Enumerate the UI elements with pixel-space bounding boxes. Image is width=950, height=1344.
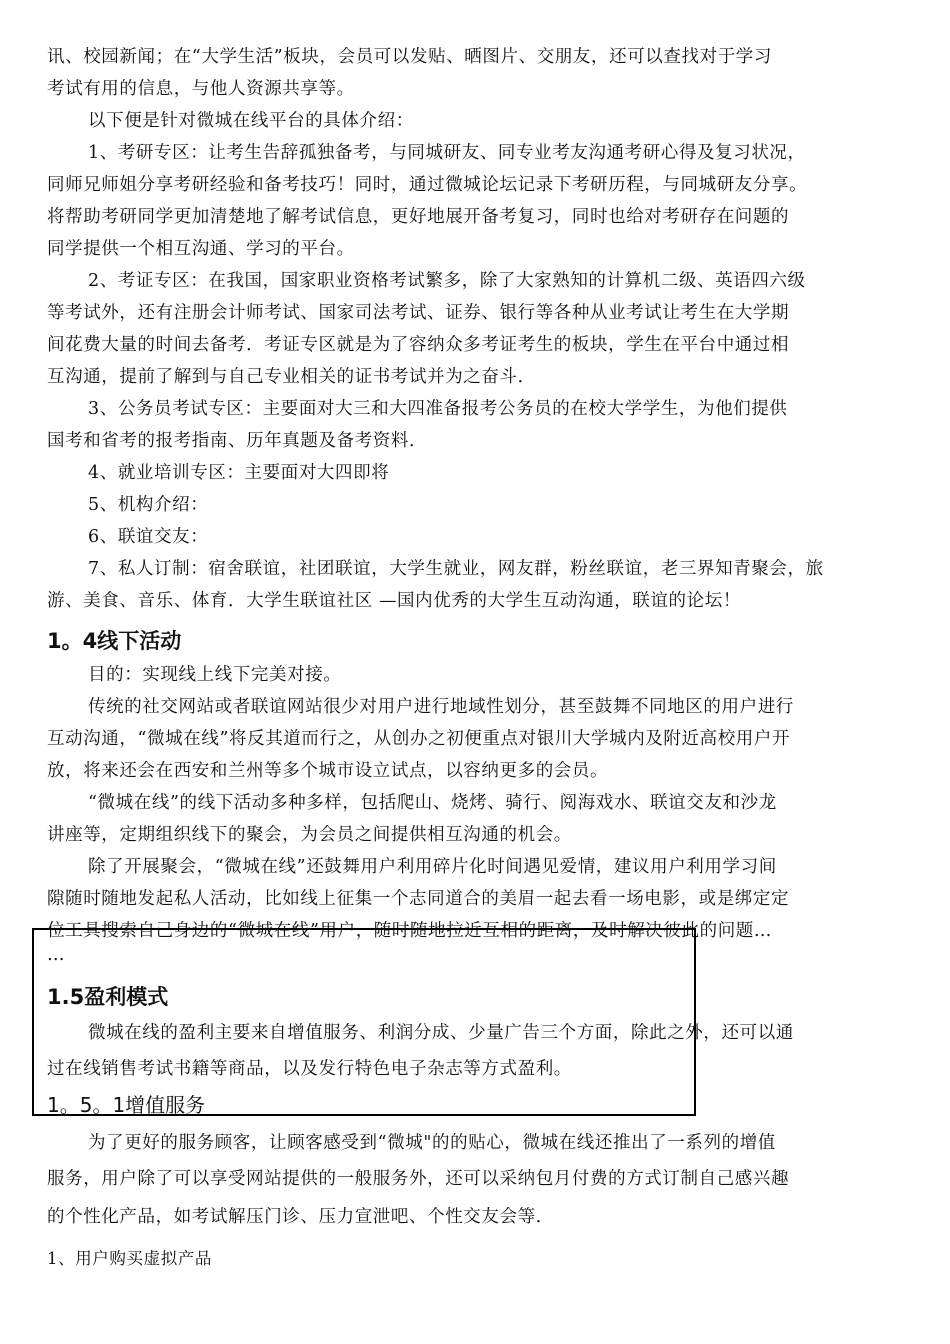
list-item-line: 4、就业培训专区：主要面对大四即将 [88,463,390,483]
paragraph-line: “微城在线”的线下活动多种多样，包括爬山、烧烤、骑行、阅海戏水、联谊交友和沙龙 [88,793,777,813]
list-item-line: 7、私人订制：宿舍联谊，社团联谊，大学生就业，网友群，粉丝联谊，老三界知青聚会，旅 [88,559,824,579]
paragraph-line: 服务，用户除了可以享受网站提供的一般服务外，还可以采纳包月付费的方式订制自己感兴趣 [47,1169,790,1189]
paragraph-line: 为了更好的服务顾客，让顾客感受到“微城"的的贴心，微城在线还推出了一系列的增值 [88,1133,776,1153]
section-heading: 1。4线下活动 [47,629,182,653]
paragraph-line: 隙随时随地发起私人活动，比如线上征集一个志同道合的美眉一起去看一场电影，或是绑定定 [47,889,790,909]
paragraph-line: 以下便是针对微城在线平台的具体介绍： [88,111,414,131]
list-item-line: 1、考研专区：让考生告辞孤独备考，与同城研友、同专业考友沟通考研心得及复习状况， [88,143,806,163]
paragraph-line: 互沟通，提前了解到与自己专业相关的证书考试并为之奋斗． [47,367,536,387]
list-item-line: 2、考证专区：在我国，国家职业资格考试繁多，除了大家熟知的计算机二级、英语四六级 [88,271,806,291]
paragraph-line: 考试有用的信息，与他人资源共享等。 [47,79,355,99]
section-heading: 1.5盈利模式 [47,985,169,1009]
paragraph-line: 等考试外，还有注册会计师考试、国家司法考试、证券、银行等各种从业考试让考生在大学期 [47,303,790,323]
paragraph-line: 同学提供一个相互沟通、学习的平台。 [47,239,355,259]
paragraph-line: 的个性化产品，如考试解压门诊、压力宣泄吧、个性交友会等． [47,1207,554,1227]
paragraph-line: 间花费大量的时间去备考．考证专区就是为了容纳众多考证考生的板块，学生在平台中通过相 [47,335,790,355]
paragraph-line: 互动沟通，“微城在线”将反其道而行之，从创办之初便重点对银川大学城内及附近高校用户开 [47,729,791,749]
paragraph-line: … [47,945,66,965]
paragraph-line: 传统的社交网站或者联谊网站很少对用户进行地域性划分，甚至鼓舞不同地区的用户进行 [88,697,794,717]
selection-rectangle [32,928,696,1116]
paragraph-line: 目的：实现线上线下完美对接。 [88,665,342,685]
paragraph-line: 将帮助考研同学更加清楚地了解考试信息，更好地展开备考复习，同时也给对考研存在问题的 [47,207,790,227]
subsection-heading: 1。5。1增值服务 [47,1093,206,1117]
list-item-line: 5、机构介绍： [88,495,209,515]
paragraph-line: 同师兄师姐分享考研经验和备考技巧！同时，通过微城论坛记录下考研历程，与同城研友分享。 [47,175,808,195]
paragraph-line: 过在线销售考试书籍等商品，以及发行特色电子杂志等方式盈利。 [47,1059,572,1079]
list-item-line: 1、用户购买虚拟产品 [47,1249,212,1268]
paragraph-line: 微城在线的盈利主要来自增值服务、利润分成、少量广告三个方面，除此之外，还可以通 [88,1023,794,1043]
paragraph-line: 游、美食、音乐、体育．大学生联谊社区 —国内优秀的大学生互动沟通，联谊的论坛！ [47,591,741,611]
paragraph-line: 位工具搜索自己身边的“微城在线”用户，随时随地拉近互相的距离，及时解决彼此的问题… [47,921,772,941]
list-item-line: 3、公务员考试专区：主要面对大三和大四准备报考公务员的在校大学学生，为他们提供 [88,399,788,419]
paragraph-line: 除了开展聚会，“微城在线”还鼓舞用户利用碎片化时间遇见爱情，建议用户利用学习间 [88,857,777,877]
paragraph-line: 讯、校园新闻；在“大学生活”板块，会员可以发贴、晒图片、交朋友，还可以查找对于学习 [47,47,772,67]
list-item-line: 6、联谊交友： [88,527,209,547]
paragraph-line: 国考和省考的报考指南、历年真题及备考资料． [47,431,428,451]
paragraph-line: 讲座等，定期组织线下的聚会，为会员之间提供相互沟通的机会。 [47,825,572,845]
paragraph-line: 放，将来还会在西安和兰州等多个城市设立试点，以容纳更多的会员。 [47,761,609,781]
